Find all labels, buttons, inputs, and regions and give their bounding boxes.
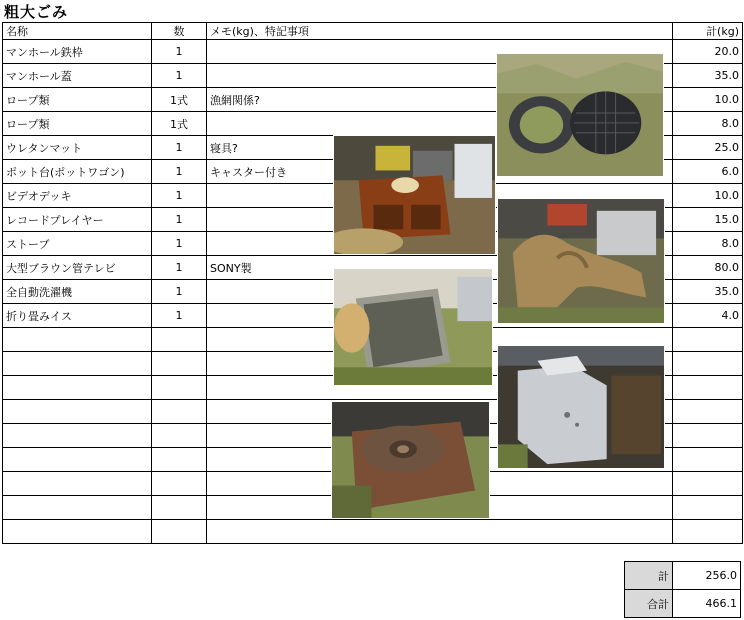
cell-name: ポット台(ポットワゴン) xyxy=(3,160,152,184)
subtotal-value: 256.0 xyxy=(673,562,741,590)
cell-kg: 80.0 xyxy=(673,256,743,280)
cell-kg: 15.0 xyxy=(673,208,743,232)
cell-qty: 1 xyxy=(152,136,207,160)
cell-qty xyxy=(152,448,207,472)
cell-kg: 20.0 xyxy=(673,40,743,64)
cell-kg xyxy=(673,496,743,520)
cell-memo: 漁網関係? xyxy=(207,88,673,112)
cell-kg: 8.0 xyxy=(673,112,743,136)
cell-qty: 1 xyxy=(152,232,207,256)
cell-name xyxy=(3,448,152,472)
subtotal-label: 計 xyxy=(625,562,673,590)
cell-kg xyxy=(673,352,743,376)
cell-kg xyxy=(673,520,743,544)
grand-total-row xyxy=(625,590,741,618)
photo-washing-machine xyxy=(497,345,665,469)
cell-name: マンホール蓋 xyxy=(3,64,152,88)
cell-kg xyxy=(673,448,743,472)
cell-qty: 1式 xyxy=(152,88,207,112)
photo-stove xyxy=(333,268,493,386)
cell-qty xyxy=(152,496,207,520)
cell-qty xyxy=(152,352,207,376)
header-memo: メモ(kg)、特記事項 xyxy=(207,23,673,40)
cell-kg xyxy=(673,376,743,400)
cell-qty: 1 xyxy=(152,40,207,64)
cell-qty: 1 xyxy=(152,280,207,304)
cell-qty: 1 xyxy=(152,208,207,232)
header-qty: 数 xyxy=(152,23,207,40)
photo-pot-wagon xyxy=(333,135,496,255)
cell-qty xyxy=(152,520,207,544)
cell-name xyxy=(3,496,152,520)
grand-total-value: 466.1 xyxy=(673,590,741,618)
photo-manhole-frame-and-lid xyxy=(496,53,664,177)
cell-name: ロープ類 xyxy=(3,88,152,112)
cell-memo: SONY製 xyxy=(207,256,673,280)
cell-memo: キャスター付き xyxy=(207,160,673,184)
cell-qty: 1 xyxy=(152,64,207,88)
cell-memo xyxy=(207,520,673,544)
cell-name xyxy=(3,520,152,544)
cell-kg: 6.0 xyxy=(673,160,743,184)
cell-name xyxy=(3,352,152,376)
cell-kg: 35.0 xyxy=(673,280,743,304)
cell-kg: 4.0 xyxy=(673,304,743,328)
cell-qty: 1 xyxy=(152,304,207,328)
cell-name xyxy=(3,400,152,424)
cell-name: レコードプレイヤー xyxy=(3,208,152,232)
cell-name: 大型ブラウン管テレビ xyxy=(3,256,152,280)
cell-memo: 寝具? xyxy=(207,136,673,160)
table-header-row xyxy=(3,23,743,40)
cell-name xyxy=(3,472,152,496)
header-name: 名称 xyxy=(3,23,152,40)
cell-qty xyxy=(152,424,207,448)
cell-qty xyxy=(152,472,207,496)
cell-kg xyxy=(673,472,743,496)
table-row xyxy=(3,520,743,544)
cell-name: ウレタンマット xyxy=(3,136,152,160)
page-title: 粗大ごみ xyxy=(4,3,69,21)
cell-kg: 10.0 xyxy=(673,88,743,112)
cell-name xyxy=(3,328,152,352)
cell-kg: 25.0 xyxy=(673,136,743,160)
cell-qty: 1 xyxy=(152,256,207,280)
cell-name: ビデオデッキ xyxy=(3,184,152,208)
cell-name: マンホール鉄枠 xyxy=(3,40,152,64)
subtotal-row xyxy=(625,562,741,590)
cell-qty: 1 xyxy=(152,160,207,184)
cell-qty xyxy=(152,376,207,400)
cell-name xyxy=(3,376,152,400)
cell-kg xyxy=(673,328,743,352)
totals-table xyxy=(624,561,741,618)
cell-name: 折り畳みイス xyxy=(3,304,152,328)
photo-record-player xyxy=(331,401,490,519)
cell-kg xyxy=(673,400,743,424)
cell-kg xyxy=(673,424,743,448)
cell-qty: 1 xyxy=(152,184,207,208)
cell-name: ロープ類 xyxy=(3,112,152,136)
cell-kg: 10.0 xyxy=(673,184,743,208)
photo-urethane-mat xyxy=(497,198,665,324)
grand-total-label: 合計 xyxy=(625,590,673,618)
cell-kg: 35.0 xyxy=(673,64,743,88)
cell-qty xyxy=(152,400,207,424)
header-kg: 計(kg) xyxy=(673,23,743,40)
cell-name: ストーブ xyxy=(3,232,152,256)
cell-qty xyxy=(152,328,207,352)
cell-kg: 8.0 xyxy=(673,232,743,256)
cell-name: 全自動洗濯機 xyxy=(3,280,152,304)
cell-qty: 1式 xyxy=(152,112,207,136)
cell-name xyxy=(3,424,152,448)
